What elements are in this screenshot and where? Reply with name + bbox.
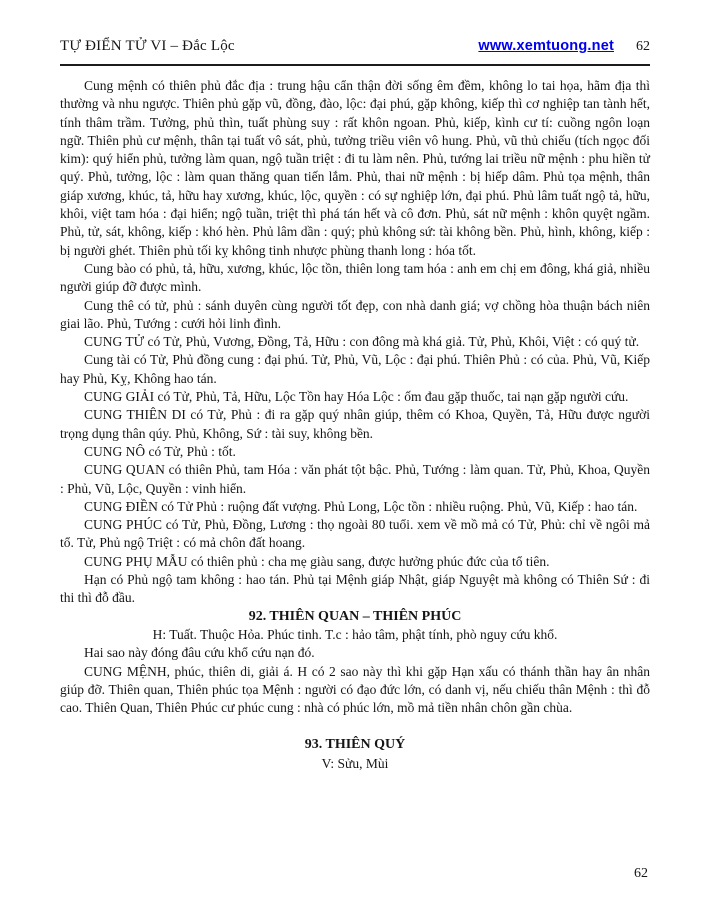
body-paragraph: Cung mệnh có thiên phủ đắc địa : trung hậu cẩn thận đời sống êm đềm, không lo tai họa, hãm địa thì thường và nhu ngược. Thiên phủ gặp vũ, đồng, đào, lộc: đại phú, gặp không, kiếp thì cơ nghiệp tan tành hết, tính thâm trầm. Tưởng, phủ thìn, tuất phùng suy : rất khôn ngoan. Phủ, kiếp, kình cư tí: cuồng ngôn loạn ngữ. Thiên phủ cư mệnh, thân tại tuất vô sát, phủ, tưởng triều viên vô hung. Phủ, vũ thủ chiếu (tích ngọc đối kim): quý hiển phủ, tưởng làm quan, ngộ tuần triệt : đi tu làm nên. Phủ, tướng lai triều nữ mệnh : phu hiền tử quý. Phủ, tưởng, lộc : làm quan thăng quan tiến lắm. Phủ, thai nữ mệnh : bị hiếp dâm. Phủ tọa mệnh, thân giáp xương, khúc, tả, hữu hay xương, khúc, lộc, quyền : có sự nghiệp lớn, đại phú. Phủ lâm tuất ngộ tả, hữu, khôi, việt tam hóa : đại hiển; ngộ tuần, triệt thì phá tán hết và cô đơn. Phủ, sát nữ mệnh : khôn quyệt ngầm. Phủ, tử, sát, không, kiếp : khó hèn. Phủ lâm dần : quý; phủ không sứ: tài không bền. Phủ, hình, không, kiếp : bị người ghét. Thiên phủ tối kỵ không tinh nhược phùng thanh long : hóa tốt. [60, 78, 650, 258]
section-subline: H: Tuất. Thuộc Hỏa. Phúc tinh. T.c : hảo tâm, phật tính, phò nguy cứu khổ. [152, 626, 558, 642]
header-page-number: 62 [636, 39, 650, 54]
section-subline: V: Sửu, Mùi [321, 755, 389, 771]
header-right-group [478, 38, 650, 55]
document-title: TỰ ĐIỂN TỬ VI – Đắc Lộc [60, 38, 235, 54]
body-paragraph: CUNG ĐIỀN có Tử Phủ : ruộng đất vượng. Phủ Long, Lộc tồn : nhiều ruộng. Phủ, Vũ, Kiếp : hao tán. [84, 498, 638, 514]
header-divider [60, 64, 650, 66]
body-paragraph: CUNG TỬ có Tử, Phủ, Vương, Đồng, Tả, Hữu : con đông mà khá giả. Tử, Phủ, Khôi, Việt : có quý tử. [84, 334, 640, 350]
body-paragraph: CUNG GIẢI có Tử, Phủ, Tả, Hữu, Lộc Tồn hay Hóa Lộc : ốm đau gặp thuốc, tai nạn gặp người cứu. [84, 389, 629, 405]
body-paragraph: Cung bào có phủ, tả, hữu, xương, khúc, lộc tồn, thiên long tam hóa : anh em chị em đông, khá giả, nhiều người giúp đỡ được mình. [60, 260, 650, 295]
body-paragraph: Cung tài có Tử, Phủ đồng cung : đại phú. Tử, Phủ, Vũ, Lộc : đại phú. Thiên Phủ : có của. Phủ, Vũ, Kiếp hay Phủ, Kỵ, Không hao tán. [60, 352, 650, 386]
body-paragraph: Hai sao này đóng đâu cứu khổ cứu nạn đó. [84, 645, 315, 661]
body-paragraph: CUNG NÔ có Tử, Phủ : tốt. [84, 443, 236, 459]
body-paragraph: CUNG PHÚC có Tử, Phủ, Đồng, Lương : thọ ngoài 80 tuổi. xem về mồ mả có Tử, Phủ: chỉ về ngôi mả tổ. Tử, Phủ ngộ Triệt : có mả chôn đất hoang. [60, 517, 650, 551]
website-link[interactable]: www.xemtuong.net [478, 38, 614, 54]
body-paragraph: CUNG PHỤ MẪU có thiên phủ : cha mẹ giàu sang, được hưởng phúc đức của tổ tiên. [84, 553, 550, 569]
body-paragraph: Cung thê có tử, phủ : sánh duyên cùng người tốt đẹp, con nhà danh giá; vợ chồng hòa thuận bách niên giai lão. Phủ, Tướng : cưới hỏi linh đình. [60, 297, 650, 331]
section-heading-93: 93. THIÊN QUÝ [304, 737, 406, 753]
footer-page-number: 62 [634, 866, 648, 881]
document-body [60, 77, 650, 773]
page-header [60, 38, 650, 55]
body-paragraph: Hạn có Phủ ngộ tam không : hao tán. Phủ tại Mệnh giáp Nhật, giáp Nguyệt mà không có Thiên Sứ : đi thi thì đỗ đầu. [60, 572, 650, 606]
body-paragraph: CUNG THIÊN DI có Tử, Phủ : đi ra gặp quý nhân giúp, thêm có Khoa, Quyền, Tả, Hữu được người trọng dụng thân qúy. Phủ, Không, Sứ : tài suy, không bền. [60, 407, 650, 441]
section-heading-92: 92. THIÊN QUAN – THIÊN PHÚC [248, 608, 462, 624]
body-paragraph: CUNG MỆNH, phúc, thiên di, giải á. H có 2 sao này thì khi gặp Hạn xấu có thánh thần hay ân nhân giúp đỡ. Thiên quan, Thiên phúc tọa Mệnh : người có đạo đức lớn, có danh vị, nếu chiếu thân Mệnh : thì đỗ cao. Thiên Quan, Thiên Phúc cư phúc cung : nhà có phúc lớn, mồ mả tiền nhân chôn gần chùa. [60, 663, 650, 716]
body-paragraph: CUNG QUAN có thiên Phủ, tam Hóa : văn phát tột bậc. Phủ, Tướng : làm quan. Tử, Phủ, Khoa, Quyền : Phủ, Vũ, Lộc, Quyền : vinh hiển. [60, 462, 650, 496]
